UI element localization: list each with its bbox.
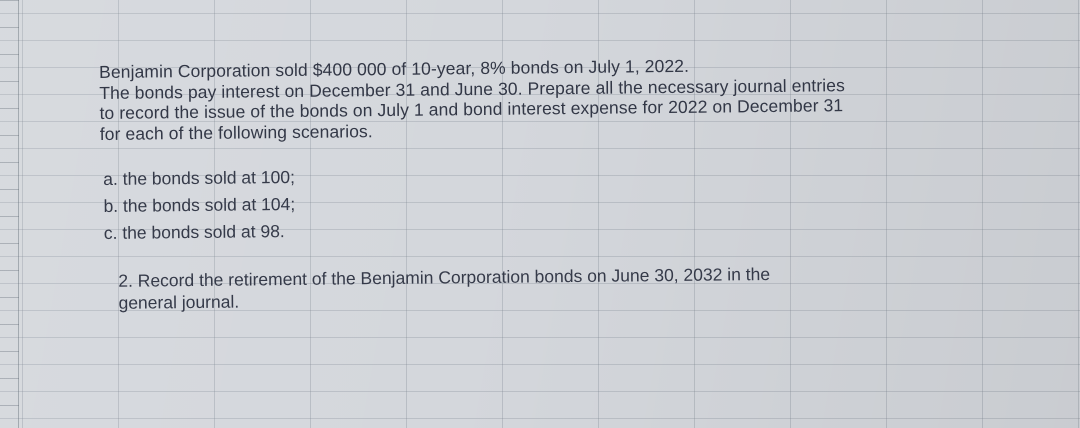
part-two-line: 2. Record the retirement of the Benjamin Corporation bonds on June 30, 2032 in the: [118, 263, 771, 291]
scenario-b: b. the bonds sold at 104;: [103, 193, 296, 216]
intro-line: Benjamin Corporation sold $400 000 of 10-year, 8% bonds on July 1, 2022.: [99, 55, 690, 82]
part-two-line: general journal.: [118, 291, 240, 313]
intro-line: to record the issue of the bonds on July 1 and bond interest expense for 2022 on December 31: [99, 95, 844, 123]
intro-line: for each of the following scenarios.: [99, 120, 373, 144]
row-header-edge: [0, 0, 19, 428]
part-two-question: [118, 260, 1021, 313]
intro-line: The bonds pay interest on December 31 and June 30. Prepare all the necessary journal entries: [99, 74, 845, 103]
scenario-c: c. the bonds sold at 98.: [103, 221, 285, 243]
scenario-a: a. the bonds sold at 100;: [103, 166, 295, 189]
question-text-block: [99, 52, 1022, 314]
problem-intro: [99, 52, 1020, 144]
scenario-list: [103, 156, 1021, 247]
